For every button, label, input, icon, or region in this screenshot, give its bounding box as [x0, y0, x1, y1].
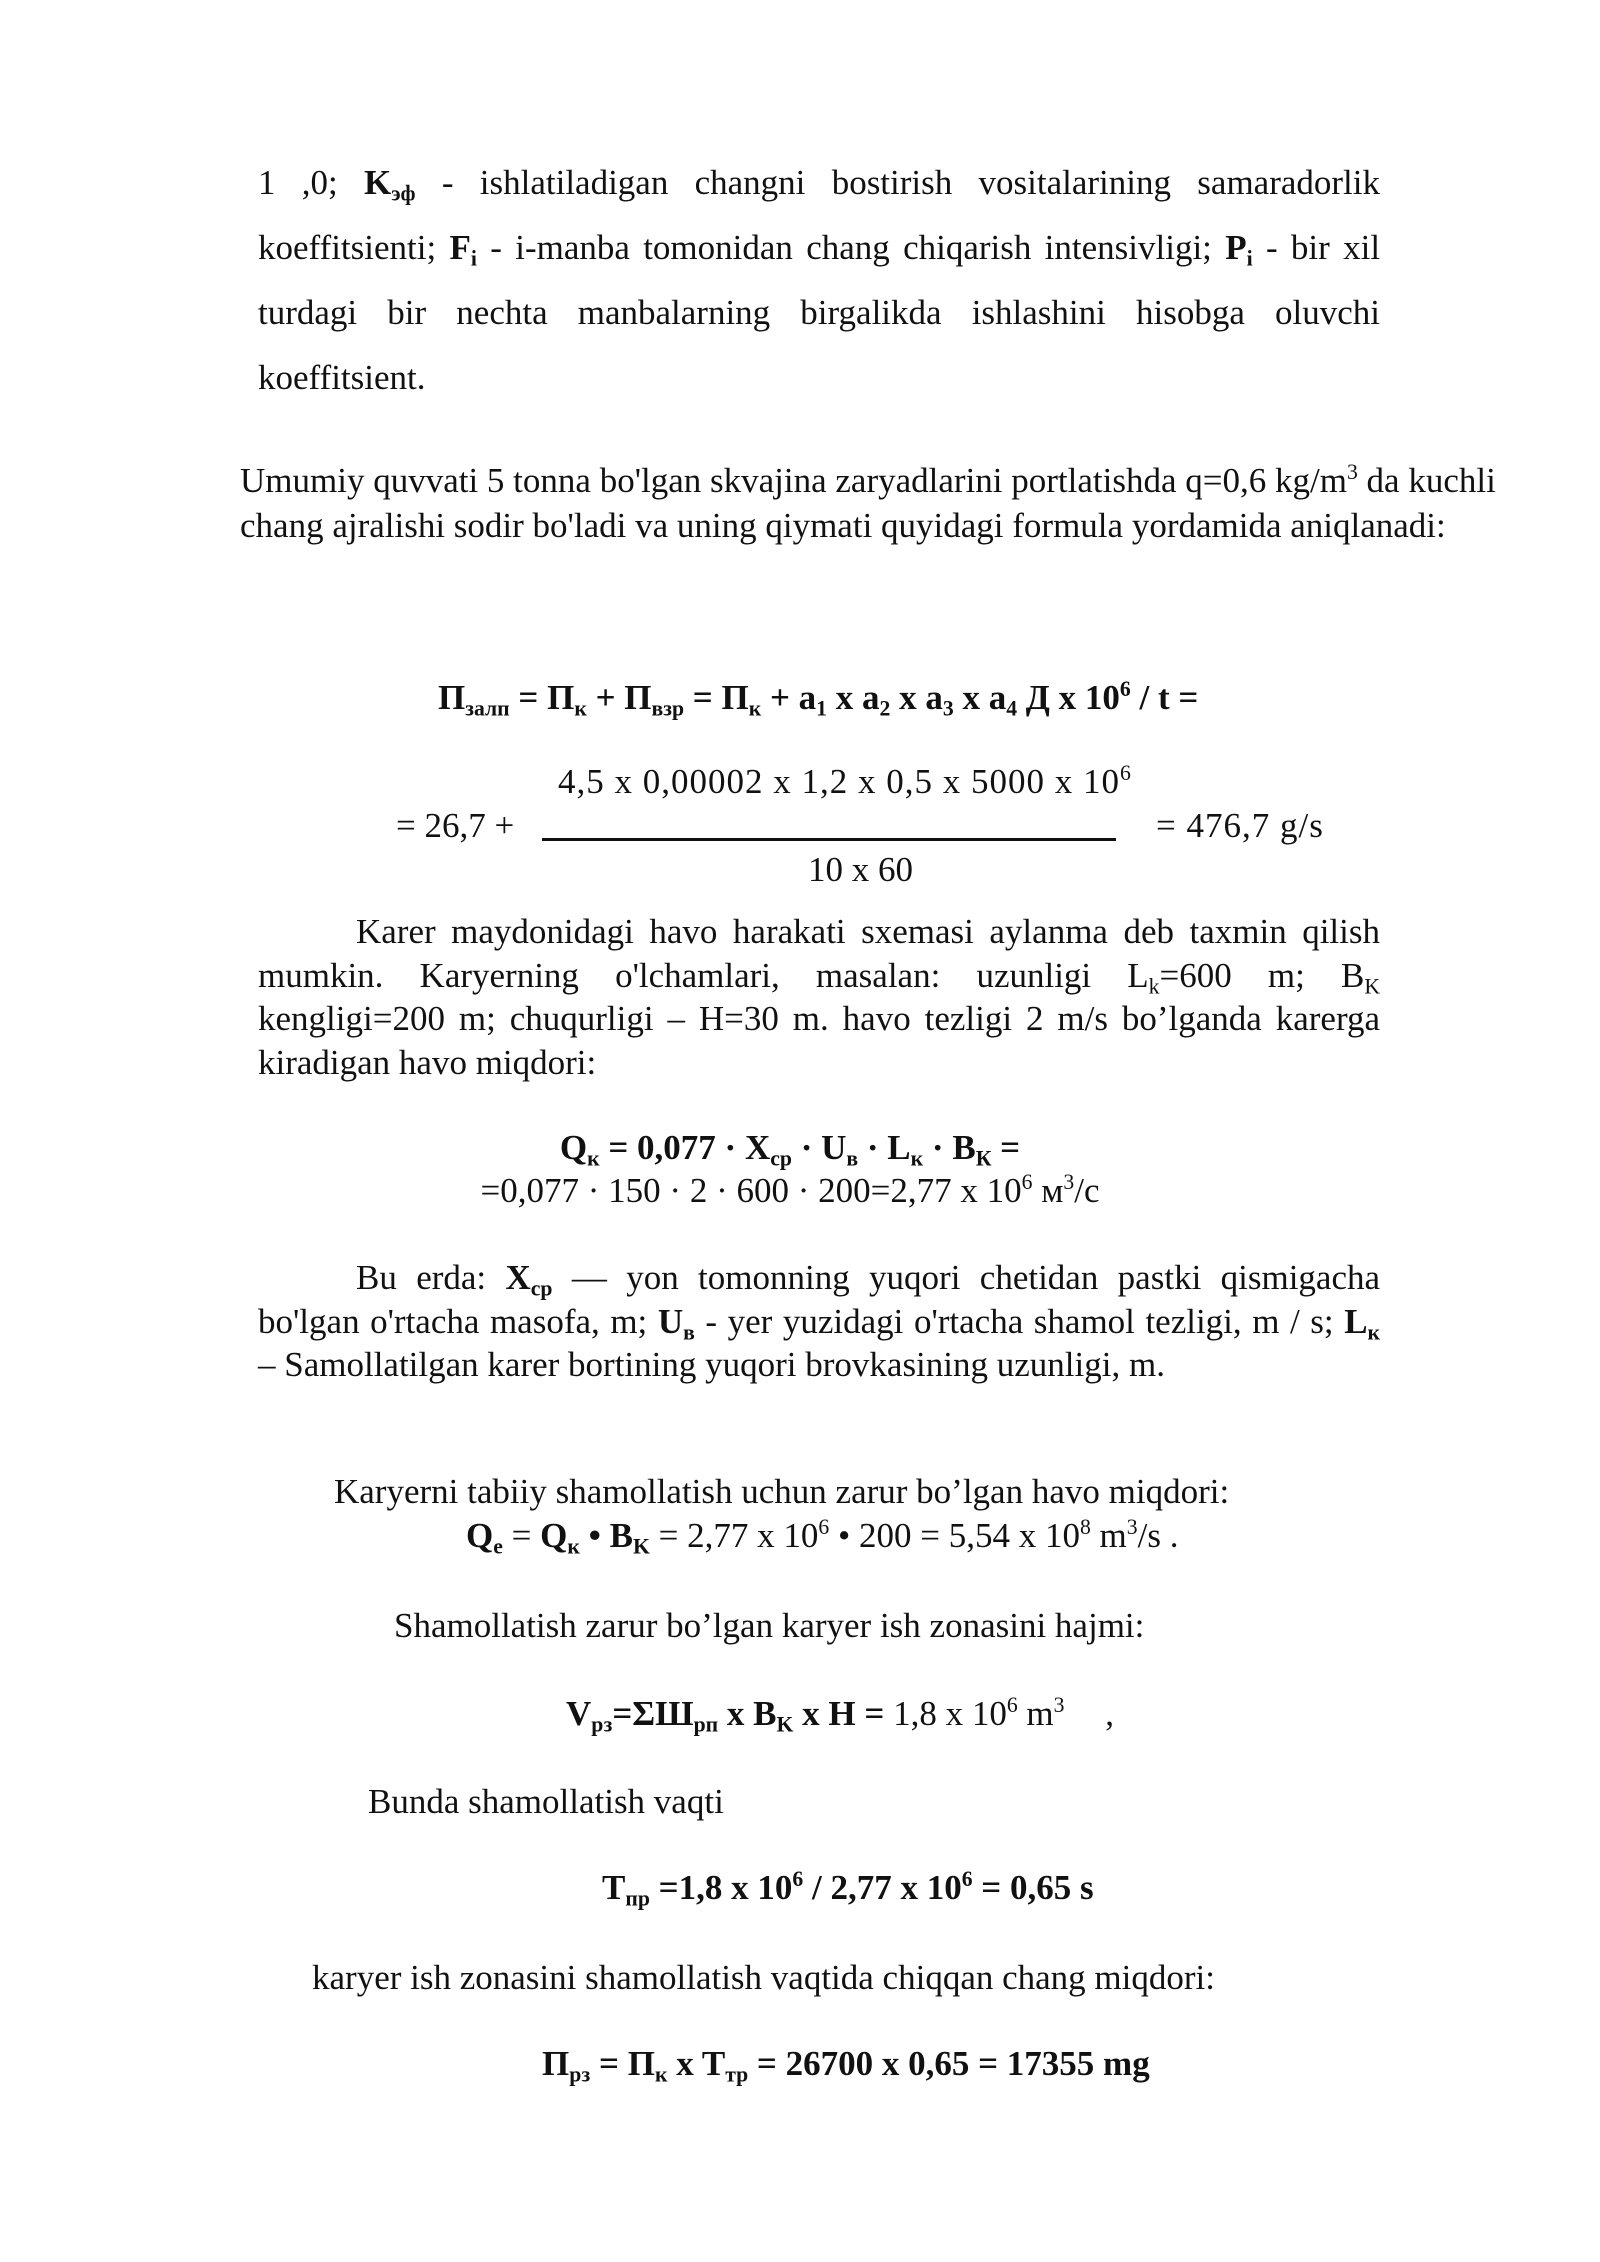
formula-pzalp: $П_{залп} = П_к + П_{взр} = П_к + a_1$ x $a_2$ x $a_3$ x $a_4$ Д x $10^6$ / t = — [438, 676, 1199, 721]
paragraph-explosion: Umumiy quvvati 5 tonna bo'lgan skvajina zaryadlarini portlatishda q=0,6 $kg/m^3$ da kuchli chang ajralishi sodir bo'ladi va uning qiymati quyidagi formula yordamida aniqlanadi: — [240, 459, 1496, 545]
formula-prz: $П_{рз} = П_к$ x $T_{тр} = 26700$ x 0,65 = 17355 mg — [542, 2044, 1150, 2087]
formula-result: = 476,7 g/s — [1156, 806, 1324, 845]
formula-qk — [400, 1126, 1180, 1212]
formula-vrz: $V_{рз}=\Sigma Ш_{рп}$ x $B_K$ x H = 1,8 x $10^6$ $m^3$ , — [566, 1692, 1114, 1737]
formula-tpr: $T_{пр} =1,8$ x $10^6 / 2,77$ x $10^6 = 0,65$ s — [602, 1866, 1094, 1911]
formula-qk-line1: $Q_к = 0,077 \cdot X_{ср} \cdot U_в \cdot L_к \cdot B_К$ = — [559, 1128, 1021, 1171]
fraction-line — [542, 838, 1116, 841]
formula-qe: $Q_е = Q_к$ • $B_K = 2,77$ x $10^6$ • 200 = 5,54 x $10^8$ $m^3/s$ . — [466, 1514, 1179, 1559]
formula-denominator: 10 x 60 — [808, 850, 913, 889]
paragraph-definitions: Bu erda: $X_{ср}$ — yon tomonning yuqori chetidan pastki qismigacha bo'lgan o'rtacha masofa, m; $U_в$ - yer yuzidagi o'rtacha shamol tezligi, m / s; $L_к$ – Samollatilgan karer bortining yuqori brovkasining uzunligi, m. — [258, 1258, 1381, 1384]
paragraph-zone-volume: Shamollatish zarur bo’lgan karyer ish zonasini hajmi: — [394, 1606, 1145, 1645]
paragraph-coefficients: 1 ,0; $K_{эф}$ - ishlatiladigan changni bostirish vositalarining samaradorlik koeffitsienti; $F_i$ - i-manba tomonidan chang chiqarish intensivligi; $P_i$ - bir xil turdagi bir nechta manbalarning birgalikda ishlashini hisobga oluvchi koeffitsient. — [258, 163, 1381, 397]
paragraph-natural-ventilation: Karyerni tabiiy shamollatish uchun zarur bo’lgan havo miqdori: — [334, 1472, 1230, 1511]
paragraph-ventilation-time: Bunda shamollatish vaqti — [368, 1782, 724, 1821]
formula-qk-line2: =0,077 · 150 · 2 · 600 · 200=2,77 x $10^6$ $м^3/с$ — [480, 1169, 1100, 1210]
paragraph-air-movement: Karer maydonidagi havo harakati sxemasi aylanma deb taxmin qilish mumkin. Karyerning o'lchamlari, masalan: uzunligi $L_k=600$ m; $B_K$ kengligi=200 m; chuqurligi – H=30 m. havo tezligi 2 m/s bo’lganda karerga kiradigan havo miqdori: — [258, 912, 1380, 1082]
paragraph-dust-amount: karyer ish zonasini shamollatish vaqtida chiqqan chang miqdori: — [312, 1958, 1215, 1997]
formula-numerator: 4,5 x 0,00002 x 1,2 x 0,5 x 5000 x $10^6$ — [558, 760, 1132, 801]
formula-left-term: = 26,7 + — [396, 806, 515, 845]
